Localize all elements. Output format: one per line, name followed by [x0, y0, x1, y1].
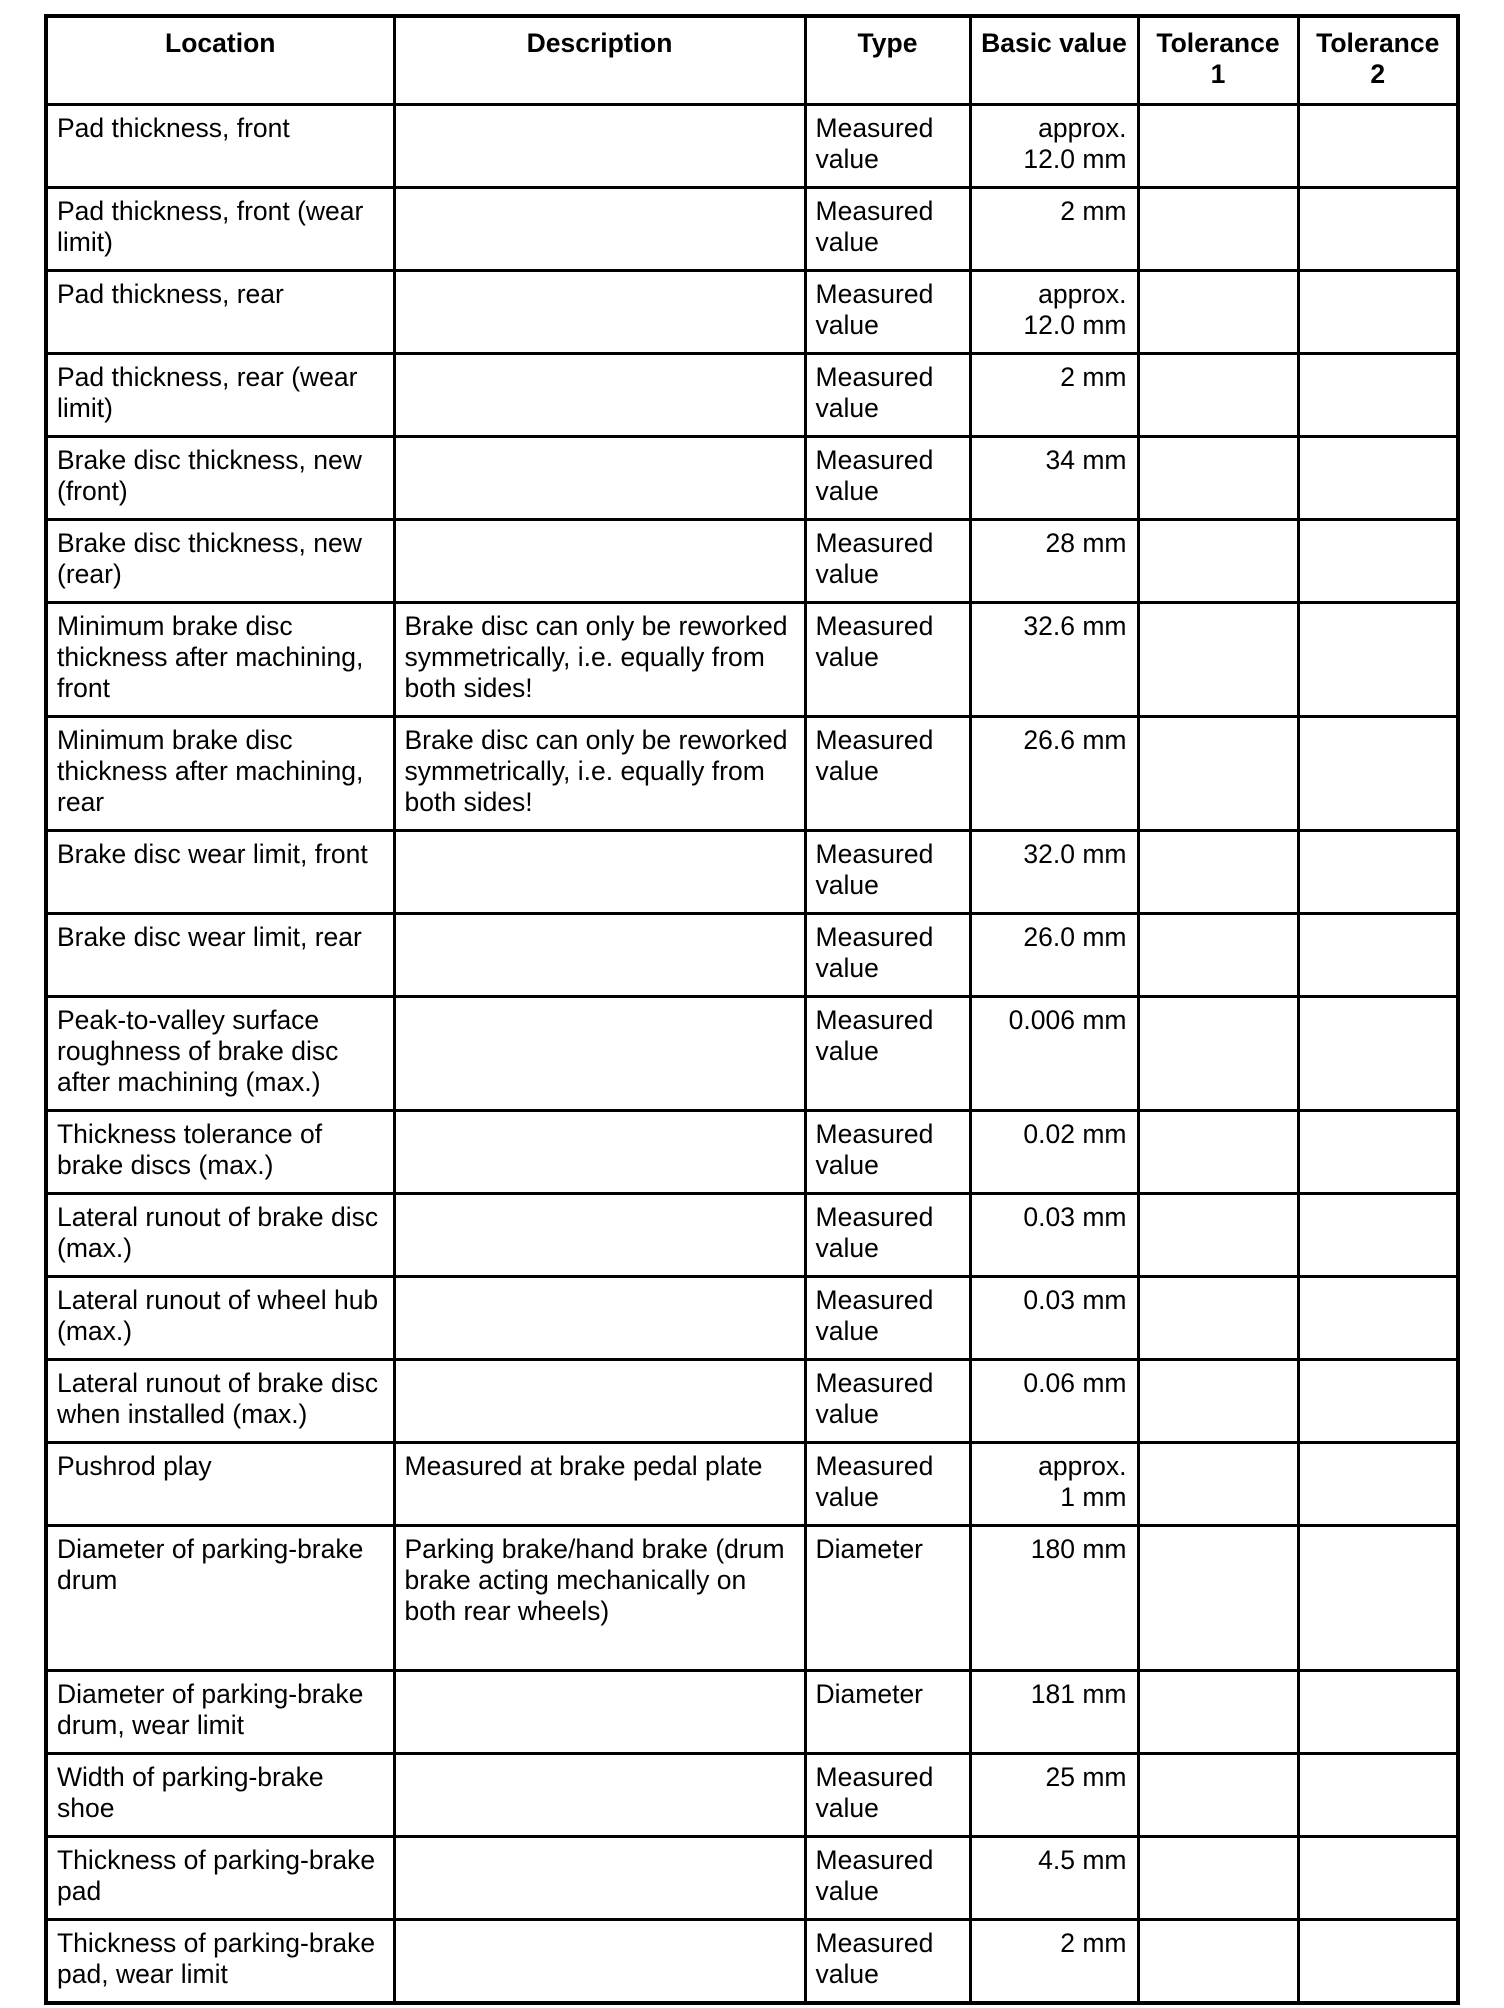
cell-location: Width of parking-brake shoe — [46, 1754, 394, 1837]
cell-tolerance-2 — [1298, 717, 1458, 831]
cell-basic-value: 2 mm — [970, 188, 1138, 271]
header-type: Type — [805, 16, 970, 105]
table-row — [46, 1277, 1458, 1360]
cell-basic-value: 32.0 mm — [970, 831, 1138, 914]
cell-type: Measured value — [805, 717, 970, 831]
cell-tolerance-1 — [1138, 520, 1298, 603]
cell-location: Minimum brake disc thickness after machining, rear — [46, 717, 394, 831]
cell-location: Pad thickness, front — [46, 105, 394, 188]
header-description: Description — [394, 16, 805, 105]
cell-basic-value: 32.6 mm — [970, 603, 1138, 717]
cell-basic-value: 26.6 mm — [970, 717, 1138, 831]
cell-type: Measured value — [805, 603, 970, 717]
cell-tolerance-2 — [1298, 105, 1458, 188]
table-body — [46, 105, 1458, 2003]
cell-basic-value: 181 mm — [970, 1671, 1138, 1754]
table-row — [46, 1443, 1458, 1526]
cell-description — [394, 1194, 805, 1277]
cell-location: Pushrod play — [46, 1443, 394, 1526]
cell-tolerance-2 — [1298, 1277, 1458, 1360]
cell-location: Lateral runout of brake disc when installed (max.) — [46, 1360, 394, 1443]
cell-description — [394, 520, 805, 603]
table-row — [46, 831, 1458, 914]
cell-description — [394, 1360, 805, 1443]
cell-basic-value: approx. 12.0 mm — [970, 105, 1138, 188]
cell-type: Measured value — [805, 914, 970, 997]
cell-description — [394, 1920, 805, 2003]
cell-type: Diameter — [805, 1671, 970, 1754]
cell-basic-value: approx. 12.0 mm — [970, 271, 1138, 354]
cell-description — [394, 271, 805, 354]
cell-tolerance-2 — [1298, 1443, 1458, 1526]
header-tolerance-2: Tolerance 2 — [1298, 16, 1458, 105]
table-header — [46, 16, 1458, 105]
cell-tolerance-1 — [1138, 603, 1298, 717]
cell-location: Peak-to-valley surface roughness of brake disc after machining (max.) — [46, 997, 394, 1111]
table-row — [46, 437, 1458, 520]
header-tolerance-1: Tolerance 1 — [1138, 16, 1298, 105]
cell-location: Pad thickness, rear — [46, 271, 394, 354]
cell-tolerance-1 — [1138, 1920, 1298, 2003]
cell-location: Thickness tolerance of brake discs (max.) — [46, 1111, 394, 1194]
cell-description — [394, 105, 805, 188]
cell-description — [394, 914, 805, 997]
cell-tolerance-1 — [1138, 717, 1298, 831]
cell-tolerance-1 — [1138, 105, 1298, 188]
cell-basic-value: 25 mm — [970, 1754, 1138, 1837]
brake-specifications-table — [44, 14, 1460, 2005]
cell-location: Lateral runout of wheel hub (max.) — [46, 1277, 394, 1360]
cell-basic-value: 0.02 mm — [970, 1111, 1138, 1194]
table-row — [46, 1920, 1458, 2003]
table-row — [46, 1526, 1458, 1671]
cell-tolerance-1 — [1138, 1754, 1298, 1837]
header-location: Location — [46, 16, 394, 105]
cell-description — [394, 1837, 805, 1920]
cell-location: Thickness of parking-brake pad — [46, 1837, 394, 1920]
cell-basic-value: approx. 1 mm — [970, 1443, 1138, 1526]
cell-location: Pad thickness, front (wear limit) — [46, 188, 394, 271]
cell-basic-value: 2 mm — [970, 1920, 1138, 2003]
cell-tolerance-1 — [1138, 1443, 1298, 1526]
cell-tolerance-1 — [1138, 1360, 1298, 1443]
cell-tolerance-1 — [1138, 831, 1298, 914]
cell-type: Measured value — [805, 1277, 970, 1360]
header-basic-value: Basic value — [970, 16, 1138, 105]
cell-basic-value: 180 mm — [970, 1526, 1138, 1671]
cell-description — [394, 188, 805, 271]
cell-tolerance-2 — [1298, 1920, 1458, 2003]
header-row — [46, 16, 1458, 105]
cell-description: Parking brake/hand brake (drum brake acting mechanically on both rear wheels) — [394, 1526, 805, 1671]
cell-type: Measured value — [805, 1360, 970, 1443]
cell-description — [394, 997, 805, 1111]
cell-tolerance-2 — [1298, 188, 1458, 271]
cell-type: Measured value — [805, 1111, 970, 1194]
cell-basic-value: 2 mm — [970, 354, 1138, 437]
cell-type: Measured value — [805, 1443, 970, 1526]
cell-tolerance-2 — [1298, 1526, 1458, 1671]
cell-basic-value: 4.5 mm — [970, 1837, 1138, 1920]
cell-location: Brake disc thickness, new (front) — [46, 437, 394, 520]
cell-tolerance-1 — [1138, 1526, 1298, 1671]
cell-basic-value: 0.03 mm — [970, 1194, 1138, 1277]
cell-location: Brake disc thickness, new (rear) — [46, 520, 394, 603]
cell-description — [394, 354, 805, 437]
cell-location: Lateral runout of brake disc (max.) — [46, 1194, 394, 1277]
cell-type: Measured value — [805, 520, 970, 603]
cell-tolerance-1 — [1138, 997, 1298, 1111]
cell-description — [394, 1111, 805, 1194]
cell-description — [394, 1277, 805, 1360]
cell-location: Diameter of parking-brake drum — [46, 1526, 394, 1671]
cell-basic-value: 34 mm — [970, 437, 1138, 520]
cell-basic-value: 0.03 mm — [970, 1277, 1138, 1360]
cell-tolerance-2 — [1298, 1194, 1458, 1277]
table-row — [46, 105, 1458, 188]
cell-type: Measured value — [805, 188, 970, 271]
cell-description — [394, 1754, 805, 1837]
cell-tolerance-1 — [1138, 914, 1298, 997]
cell-type: Measured value — [805, 437, 970, 520]
cell-tolerance-2 — [1298, 603, 1458, 717]
table-row — [46, 271, 1458, 354]
cell-tolerance-2 — [1298, 997, 1458, 1111]
cell-tolerance-1 — [1138, 1111, 1298, 1194]
cell-description: Measured at brake pedal plate — [394, 1443, 805, 1526]
cell-tolerance-2 — [1298, 1111, 1458, 1194]
cell-tolerance-2 — [1298, 437, 1458, 520]
cell-tolerance-2 — [1298, 1837, 1458, 1920]
cell-tolerance-2 — [1298, 914, 1458, 997]
cell-type: Measured value — [805, 1920, 970, 2003]
cell-type: Measured value — [805, 831, 970, 914]
cell-description — [394, 831, 805, 914]
cell-type: Measured value — [805, 1754, 970, 1837]
table-row — [46, 1194, 1458, 1277]
table-row — [46, 1360, 1458, 1443]
cell-tolerance-2 — [1298, 271, 1458, 354]
table-row — [46, 354, 1458, 437]
table-row — [46, 520, 1458, 603]
table-row — [46, 997, 1458, 1111]
cell-tolerance-1 — [1138, 1837, 1298, 1920]
cell-basic-value: 26.0 mm — [970, 914, 1138, 997]
cell-basic-value: 28 mm — [970, 520, 1138, 603]
cell-location: Brake disc wear limit, rear — [46, 914, 394, 997]
cell-basic-value: 0.06 mm — [970, 1360, 1138, 1443]
cell-tolerance-2 — [1298, 354, 1458, 437]
cell-description: Brake disc can only be reworked symmetrically, i.e. equally from both sides! — [394, 603, 805, 717]
cell-type: Measured value — [805, 997, 970, 1111]
cell-tolerance-1 — [1138, 1277, 1298, 1360]
cell-tolerance-1 — [1138, 1194, 1298, 1277]
table-row — [46, 914, 1458, 997]
cell-tolerance-1 — [1138, 437, 1298, 520]
cell-tolerance-1 — [1138, 271, 1298, 354]
table-row — [46, 1837, 1458, 1920]
cell-tolerance-2 — [1298, 1360, 1458, 1443]
cell-type: Measured value — [805, 1837, 970, 1920]
cell-tolerance-2 — [1298, 831, 1458, 914]
cell-description — [394, 1671, 805, 1754]
cell-tolerance-2 — [1298, 1754, 1458, 1837]
table-row — [46, 188, 1458, 271]
cell-location: Thickness of parking-brake pad, wear limit — [46, 1920, 394, 2003]
cell-location: Diameter of parking-brake drum, wear limit — [46, 1671, 394, 1754]
table-row — [46, 1754, 1458, 1837]
table-row — [46, 717, 1458, 831]
cell-tolerance-1 — [1138, 1671, 1298, 1754]
table-row — [46, 603, 1458, 717]
cell-location: Brake disc wear limit, front — [46, 831, 394, 914]
cell-description — [394, 437, 805, 520]
cell-tolerance-1 — [1138, 188, 1298, 271]
cell-type: Measured value — [805, 105, 970, 188]
cell-type: Measured value — [805, 271, 970, 354]
cell-tolerance-2 — [1298, 520, 1458, 603]
cell-location: Minimum brake disc thickness after machining, front — [46, 603, 394, 717]
table-row — [46, 1671, 1458, 1754]
cell-type: Measured value — [805, 1194, 970, 1277]
cell-tolerance-1 — [1138, 354, 1298, 437]
cell-basic-value: 0.006 mm — [970, 997, 1138, 1111]
cell-tolerance-2 — [1298, 1671, 1458, 1754]
table-row — [46, 1111, 1458, 1194]
cell-type: Diameter — [805, 1526, 970, 1671]
cell-location: Pad thickness, rear (wear limit) — [46, 354, 394, 437]
cell-type: Measured value — [805, 354, 970, 437]
cell-description: Brake disc can only be reworked symmetrically, i.e. equally from both sides! — [394, 717, 805, 831]
